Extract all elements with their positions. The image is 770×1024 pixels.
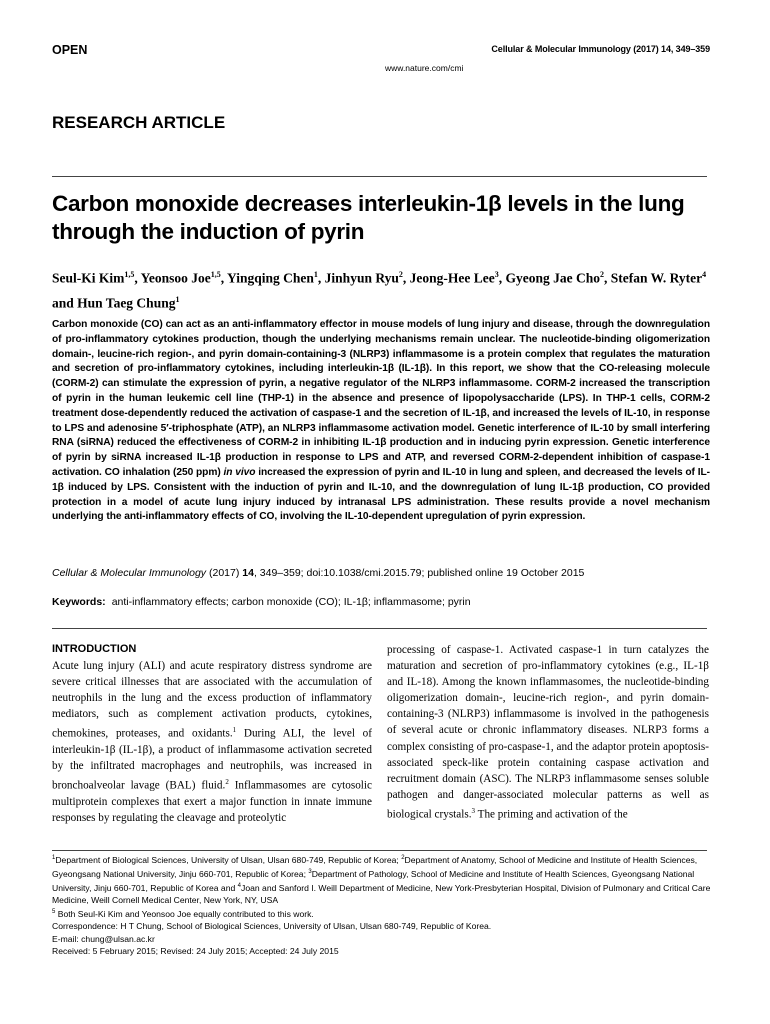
reference-3-link[interactable]: 3 — [471, 806, 476, 815]
author-affiliation-marker: 3 — [494, 270, 499, 279]
abstract-text-1: Carbon monoxide (CO) can act as an anti-inflammatory effector in mouse models of lung injury and disease, through the downregulation of pro-inflammatory cytokines production, though the underlying mechanisms remain unclear. The nucleotide-binding oligomerization domain-, leucine-rich region-, and pyrin domain-containing-3 (NLRP3) inflammasome is a protein complex that regulates the maturation and secretion of pro-inflammatory cytokines, including interleukin-1β (IL-1β). In this report, we show that the CO-releasing molecule (CORM-2) can stimulate the expression of pyrin, a negative regulator of the NLRP3 inflammasome. CORM-2 increased the transcription of pyrin in the human leukemic cell line (THP-1) in the absence and presence of lipopolysaccharide (LPS). In THP-1 cells, CORM-2 treatment dose-dependently reduced the activation of caspase-1 and the secretion of IL-1β, and increased the levels of IL-10, in response to LPS and adenosine 5′-triphosphate (ATP), an NLRP3 inflammasome activation model. Genetic interference of IL-10 by small interfering RNA (siRNA) reduced the effectiveness of CORM-2 in inhibiting IL-1β production and in inducing pyrin expression. Genetic interference of pyrin by siRNA increased IL-1β production in response to LPS and ATP, and reversed CORM-2-dependent inhibition of caspase-1 activation. CO inhalation (250 ppm) — [52, 319, 710, 478]
open-access-label: OPEN — [52, 43, 88, 57]
author-separator: , — [603, 270, 611, 286]
author-name[interactable]: Jeong-Hee Lee — [409, 270, 495, 286]
author-separator: , — [134, 270, 141, 286]
abstract-text-2: increased the expression of pyrin and IL-10 in lung and spleen, and decreased the levels of IL-1β induced by LPS. Consistent with the induction of pyrin and IL-10, and the downregulation of lung IL-1β production, CO provided protection in a model of acute lung injury induced by intranasal LPS administration. These results provide a novel mechanism underlying the anti-inflammatory effects of CO, involving the IL-10-dependent upregulation of pyrin expression. — [52, 466, 710, 523]
intro-left-text-a: Acute lung injury (ALI) and acute respiratory distress syndrome are severe critical illnesses that are associated with the accumulation of neutrophils in the lung and the excess production of inflammatory mediators, such as complement activation products, cytokines, chemokines, proteases, and oxidants. — [52, 660, 372, 741]
affiliation-4: Joan and Sanford I. Weill Department of Medicine, New York-Presbyterian Hospital, Division of Pulmonary and Critical Care Medicine, Weill Cornell Medical Center, New York, NY, USA — [52, 882, 711, 906]
aff-num-3: 3 — [308, 869, 312, 876]
section-divider — [52, 628, 707, 629]
author-separator: , — [498, 270, 506, 286]
affiliation-1: Department of Biological Sciences, University of Ulsan, Ulsan 680-749, Republic of Korea; — [55, 854, 402, 865]
article-type-label: RESEARCH ARTICLE — [52, 113, 226, 132]
aff-num-5: 5 — [52, 909, 56, 916]
aff-num-1: 1 — [52, 855, 56, 861]
intro-left-text-c: Inflammasomes are cytosolic multiprotein complexes that exert a major function in innate immune responses by regulating the cleavage and proteolytic — [52, 780, 372, 825]
reference-2-link[interactable]: 2 — [225, 778, 229, 787]
author-affiliation-marker: 2 — [398, 270, 403, 279]
author-separator: , — [220, 270, 228, 286]
received-dates: Received: 5 February 2015; Revised: 24 July 2015; Accepted: 24 July 2015 — [52, 945, 339, 956]
header-divider — [52, 176, 707, 177]
footnote-divider — [52, 850, 707, 851]
affiliation-3: Department of Pathology, School of Medicine and Institute of Health Sciences, Gyeongsang National University, Jinju 660-701, Republic of Korea and — [52, 868, 695, 893]
citation-journal: Cellular & Molecular Immunology — [52, 567, 207, 579]
author-name[interactable]: Gyeong Jae Cho — [505, 270, 600, 286]
author-separator: , — [317, 270, 325, 286]
correspondence: Correspondence: H T Chung, School of Biological Sciences, University of Ulsan, Ulsan 680-749, Republic of Korea. — [52, 921, 492, 932]
keywords-label: Keywords: — [52, 596, 106, 608]
reference-1-link[interactable]: 1 — [232, 726, 237, 735]
intro-left-text-b: During ALI, the level of interleukin-1β (IL-1β), a product of inflammasome activation secreted by the infiltrated macrophages and neutrophils, was increased in bronchoalveolar lavage (BAL) fluid. — [52, 728, 372, 793]
author-affiliation-marker: 4 — [702, 270, 707, 279]
affiliation-2: Department of Anatomy, School of Medicine and Institute of Health Sciences, Gyeongsang National University, Jinju 660-701, Republic of Korea; — [52, 854, 698, 879]
author-name[interactable]: Yeonsoo Joe — [140, 270, 211, 286]
citation-year: (2017) — [208, 567, 240, 579]
affiliation-5: Both Seul-Ki Kim and Yeonsoo Joe equally contributed to this work. — [55, 909, 314, 920]
keywords — [52, 596, 712, 608]
author-affiliation-marker: 2 — [599, 270, 604, 279]
author-name[interactable]: Yingqing Chen — [227, 270, 314, 286]
citation-details: , 349–359; doi:10.1038/cmi.2015.79; published online 19 October 2015 — [253, 567, 585, 579]
author-affiliation-marker: 1 — [175, 294, 180, 304]
citation-volume: 14 — [242, 567, 254, 579]
author-name[interactable]: Hun Taeg Chung — [77, 295, 176, 310]
journal-citation-header: Cellular & Molecular Immunology (2017) 14, 349–359 — [491, 44, 710, 54]
affiliations — [52, 852, 712, 906]
author-name[interactable]: Seul-Ki Kim — [52, 270, 125, 286]
author-separator: and — [52, 295, 78, 310]
keywords-text: anti-inflammatory effects; carbon monoxide (CO); IL-1β; inflammasome; pyrin — [111, 596, 471, 608]
equal-contribution-note — [52, 906, 712, 920]
intro-column-right — [387, 642, 709, 823]
citation-line — [52, 566, 712, 580]
intro-right-text-b: The priming and activation of the — [475, 808, 628, 821]
author-affiliation-marker: 1 — [313, 270, 318, 279]
author-name[interactable]: Stefan W. Ryter — [610, 270, 703, 286]
aff-num-2: 2 — [401, 855, 405, 861]
aff-num-4: 4 — [237, 883, 242, 890]
email-link[interactable]: E-mail: chung@ulsan.ac.kr — [52, 933, 155, 944]
journal-url-link[interactable]: www.nature.com/cmi — [385, 63, 464, 73]
abstract-italic: in vivo — [223, 466, 256, 478]
abstract — [52, 318, 710, 525]
footnotes — [52, 852, 712, 957]
author-separator: , — [402, 270, 410, 286]
intro-right-text-a: processing of caspase-1. Activated caspase-1 in turn catalyzes the maturation and secretion of pro-inflammatory cytokines (e.g., IL-1β and IL-18). Among the known inflammasomes, the nucleotide-binding oligomerization domain-, leucine-rich region-, and pyrin domain-containing-3 (NLRP3) inflammasome is involved in the pathogenesis of several acute or chronic inflammatory diseases. NLRP3 forms a complex consisting of pro-caspase-1, and the adaptor protein apoptosis-associated speck-like protein containing caspase activation and recruitment domain (ASC). The NLRP3 inflammasome senses soluble pathogen and danger-associated molecular patterns as well as biological crystals. — [387, 644, 709, 821]
intro-column-left — [52, 658, 372, 826]
introduction-heading: INTRODUCTION — [52, 643, 137, 655]
author-affiliation-marker: 1,5 — [210, 270, 221, 279]
article-title: Carbon monoxide decreases interleukin-1β levels in the lung through the induction of pyrin — [52, 191, 685, 244]
author-list — [52, 264, 712, 313]
author-name[interactable]: Jinhyun Ryu — [324, 270, 399, 286]
author-affiliation-marker: 1,5 — [124, 270, 135, 279]
